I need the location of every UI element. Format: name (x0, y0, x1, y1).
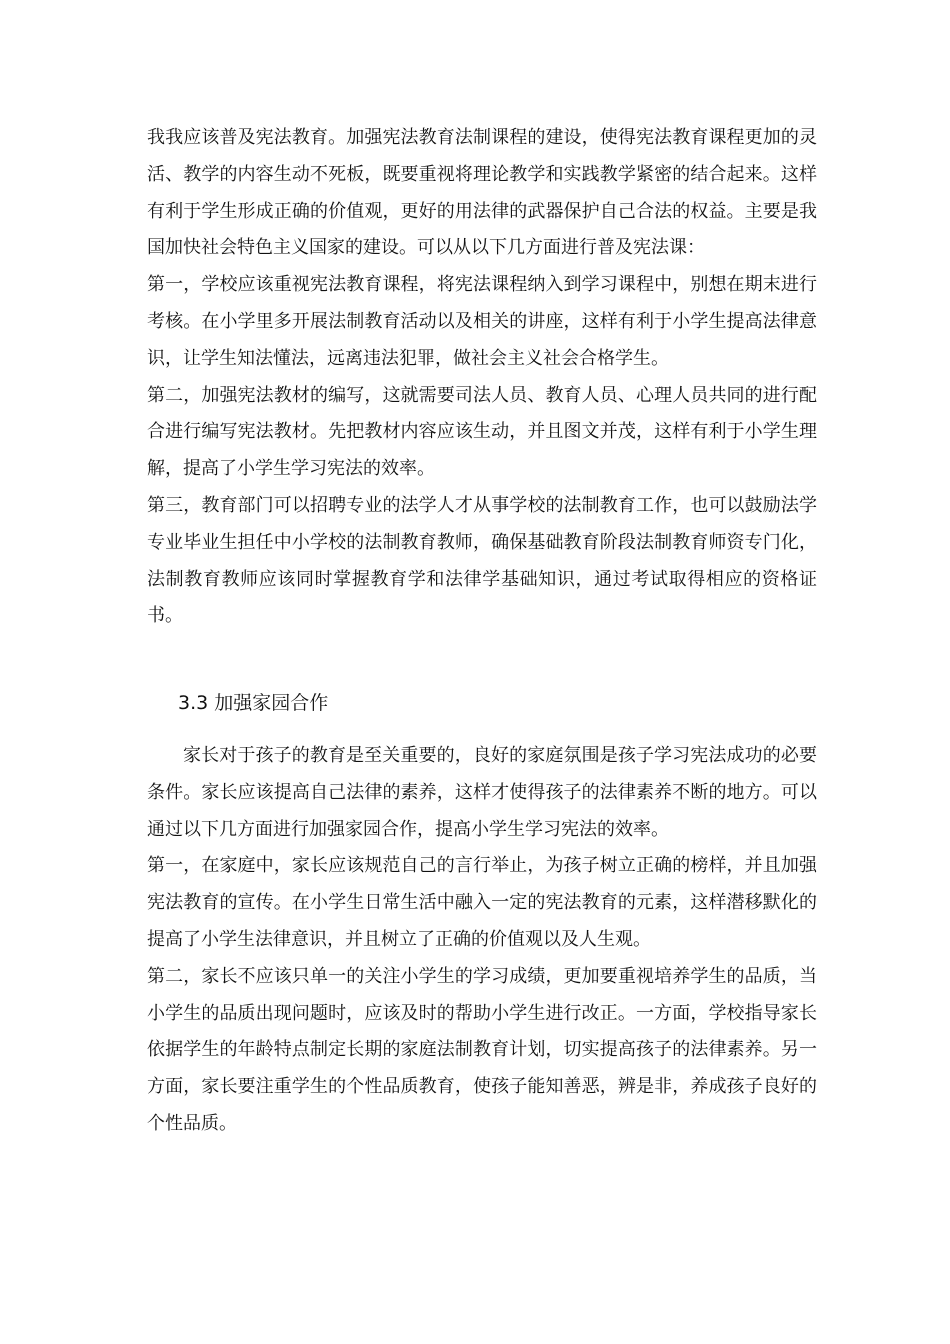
paragraph-family-point-2: 第二，家长不应该只单一的关注小学生的学习成绩，更加要重视培养学生的品质，当小学生的品质出现问题时，应该及时的帮助小学生进行改正。一方面，学校指导家长依据学生的年龄特点制定长期的家庭法制教育计划，切实提高孩子的法律素养。另一方面，家长要注重学生的个性品质教育，使孩子能知善恶，辨是非，养成孩子良好的个性品质。 (147, 965, 817, 1134)
paragraph-point-2: 第二，加强宪法教材的编写，这就需要司法人员、教育人员、心理人员共同的进行配合进行编写宪法教材。先把教材内容应该生动，并且图文并茂，这样有利于小学生理解，提高了小学生学习宪法的效率。 (147, 384, 817, 480)
section-2-body (147, 738, 817, 1143)
paragraph-family-intro: 家长对于孩子的教育是至关重要的，良好的家庭氛围是孩子学习宪法成功的必要条件。家长应该提高自己法律的素养，这样才使得孩子的法律素养不断的地方。可以通过以下几方面进行加强家园合作，提高小学生学习宪法的效率。 (147, 745, 817, 840)
paragraph-intro: 我我应该普及宪法教育。加强宪法教育法制课程的建设，使得宪法教育课程更加的灵活、教学的内容生动不死板，既要重视将理论教学和实践教学紧密的结合起来。这样有利于学生形成正确的价值观，更好的用法律的武器保护自己合法的权益。主要是我国加快社会特色主义国家的建设。可以从以下几方面进行普及宪法课： (147, 127, 817, 259)
paragraph-point-1: 第一，学校应该重视宪法教育课程，将宪法课程纳入到学习课程中，别想在期末进行考核。在小学里多开展法制教育活动以及相关的讲座，这样有利于小学生提高法律意识，让学生知法懂法，远离违法犯罪，做社会主义社会合格学生。 (147, 274, 817, 369)
section-1-body (147, 120, 817, 635)
paragraph-family-point-1: 第一，在家庭中，家长应该规范自己的言行举止，为孩子树立正确的榜样，并且加强宪法教育的宣传。在小学生日常生活中融入一定的宪法教育的元素，这样潜移默化的提高了小学生法律意识，并且树立了正确的价值观以及人生观。 (147, 855, 817, 950)
paragraph-point-3: 第三，教育部门可以招聘专业的法学人才从事学校的法制教育工作，也可以鼓励法学专业毕业生担任中小学校的法制教育教师，确保基础教育阶段法制教育师资专门化，法制教育教师应该同时掌握教育学和法律学基础知识，通过考试取得相应的资格证书。 (147, 494, 817, 627)
section-heading: 3.3 加强家园合作 (178, 692, 329, 714)
